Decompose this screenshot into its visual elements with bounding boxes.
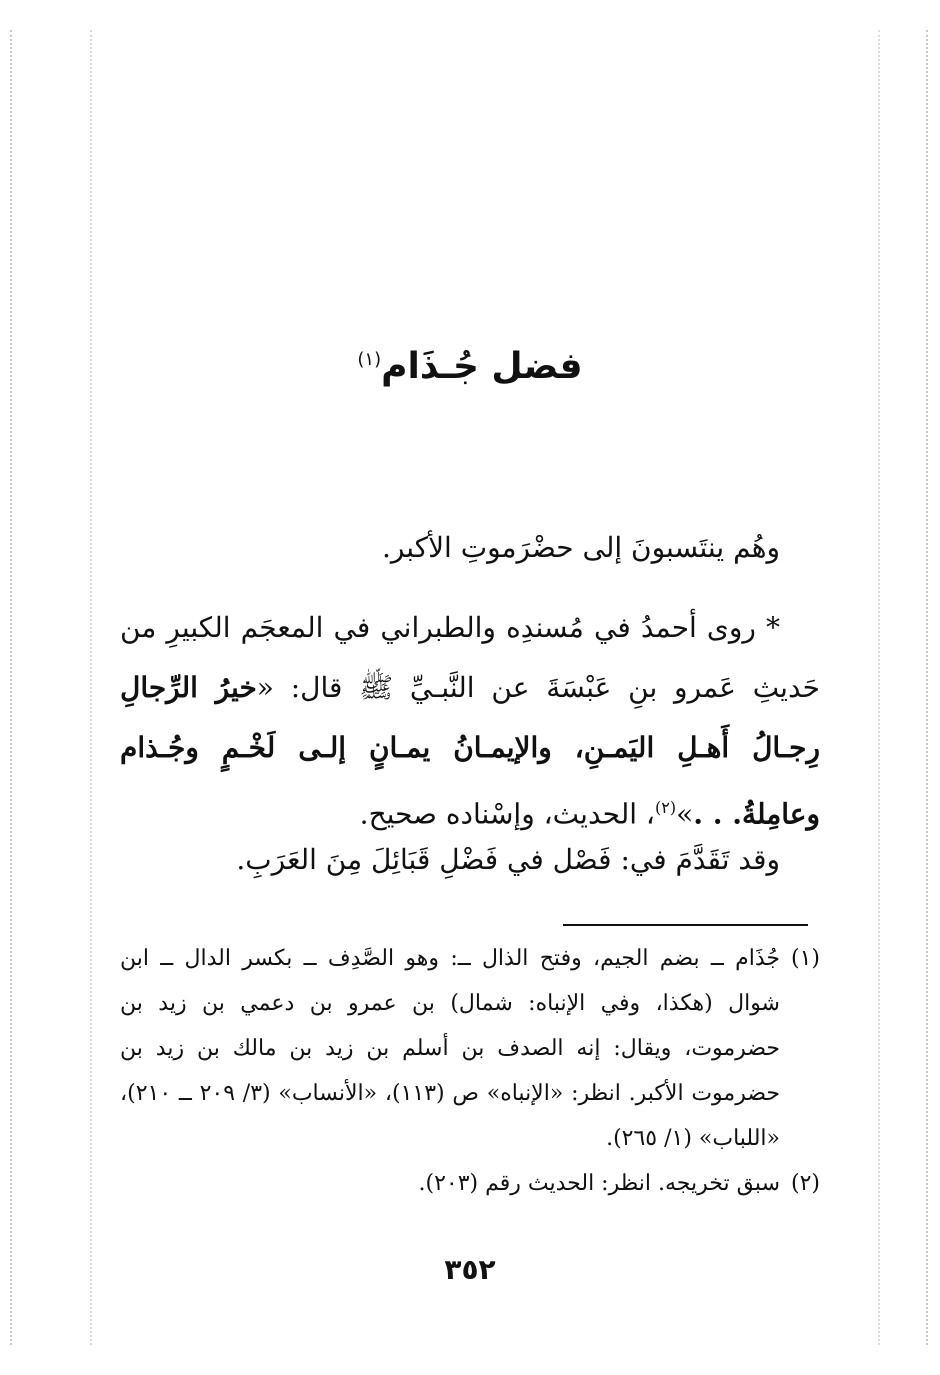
footnote-number: (٢) [790,1171,820,1196]
hadith-intro: * روى أحمدُ في مُسندِه والطبراني في المعجَم الكبيرِ من حَديثِ عَمرو بنِ عَبْسَةَ عن النَّبـيِّ ﷺ قال: « [120,611,820,704]
scan-margin-dots-left-inner [90,30,92,1345]
hadith-close-quote: » [676,797,694,831]
title-footnote-ref: (١) [357,349,382,370]
hadith-quote: خيرُ الرِّجالِ رِجـالُ أَهـلِ اليَمـنِ، والإيمـانُ يمـانٍ إلـى لَخْـمٍ وجُـذام وعامِلةُ. . . [120,671,820,831]
footnotes [120,936,820,1206]
footnote-2 [120,1161,820,1206]
footnote-text: جُذَام ــ بضم الجيم، وفتح الذال ــ: وهو الصَّدِف ــ بكسر الدال ــ ابن شوال (هكذا، وفي الإنباه: شمال) بن عمرو بن دعمي بن زيد بن حضرموت، ويقال: إنه الصدف بن أسلم بن زيد بن مالك بن زيد بن حضرموت الأكبر. انظر: «الإنباه» ص (١١٣)، «الأنساب» (٣/ ٢٠٩ ــ ٢١٠)، «اللباب» (١/ ٢٦٥). [120,946,781,1151]
hadith-footnote-ref: (٢) [654,798,677,817]
paragraph-lineage: وهُم ينتَسبونَ إلى حضْرَموتِ الأكبر. [381,531,780,564]
page-number: ٣٥٢ [444,1253,496,1286]
hadith-tail: ، الحديث، وإسْناده صحيح. [359,797,655,831]
scan-margin-dots-right [926,30,928,1345]
footnote-number: (١) [790,946,820,971]
footnote-separator [563,924,808,926]
scan-margin-dots-left [10,30,12,1345]
paragraph-hadith [120,598,820,844]
scan-margin-dots-right-inner [878,30,880,1345]
footnote-1 [120,936,820,1161]
footnote-text: سبق تخريجه. انظر: الحديث رقم (٢٠٣). [418,1171,780,1196]
paragraph-cross-reference: وقد تَقَدَّمَ في: فَصْل في فَضْلِ قَبَائِلَ مِنَ العَرَبِ. [236,843,780,876]
chapter-title-text: فضل جُـذَام [381,346,583,387]
chapter-title [0,330,940,397]
